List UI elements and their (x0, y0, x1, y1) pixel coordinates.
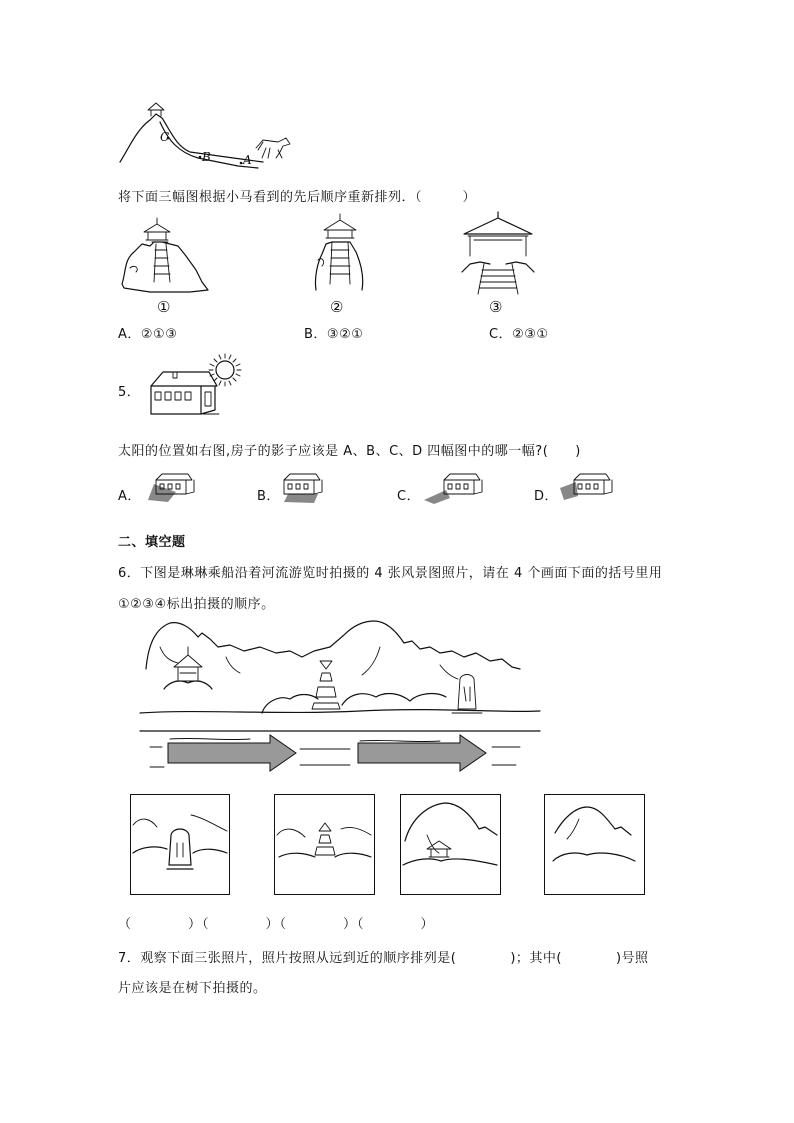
photo-box-1 (130, 794, 230, 895)
q7-line1: 7．观察下面三张照片，照片按照从远到近的顺序排列是( )；其中( )号照 (118, 951, 649, 966)
photo-1-drawing (131, 795, 229, 894)
house-shadow-b (278, 470, 330, 504)
path-label-a: A (243, 153, 253, 167)
photo-2-drawing (275, 795, 374, 894)
q7-line2: 片应该是在树下拍摄的。 (118, 981, 267, 996)
q6-answer-brackets[interactable]: （ ）（ ）（ ）（ ） (118, 917, 435, 932)
pavilion-picture-1 (120, 212, 210, 294)
q5-option-b[interactable]: B． (257, 489, 280, 504)
river-panorama-illustration (140, 617, 540, 777)
q4-option-b[interactable]: B．③②① (304, 327, 364, 342)
pavilion-picture-2 (310, 212, 370, 294)
photo-box-3 (400, 794, 501, 895)
q5-prompt: 太阳的位置如右图,房子的影子应该是 A、B、C、D 四幅图中的哪一幅?( ) (118, 444, 581, 459)
pavilion-picture-3 (460, 212, 536, 294)
picture-label-2: ② (330, 298, 344, 316)
path-label-c: C (160, 130, 170, 144)
house-shadow-a (146, 470, 198, 504)
q4-option-c[interactable]: C．②③① (489, 327, 549, 342)
house-with-sun-illustration (143, 350, 248, 420)
house-shadow-c (420, 470, 492, 504)
house-shadow-d (558, 470, 620, 504)
q5-option-d[interactable]: D． (534, 489, 559, 504)
photo-box-2 (274, 794, 375, 895)
path-label-b: B (202, 150, 212, 164)
photo-4-drawing (545, 795, 644, 894)
q5-option-c[interactable]: C． (397, 489, 421, 504)
picture-label-1: ① (157, 298, 171, 316)
q6-line2: ①②③④标出拍摄的顺序。 (118, 597, 275, 612)
photo-3-drawing (401, 795, 500, 894)
picture-label-3: ③ (489, 298, 503, 316)
q5-option-a[interactable]: A． (118, 489, 141, 504)
section-title-fill-in: 二、填空题 (118, 535, 186, 550)
q4-prompt: 将下面三幅图根据小马看到的先后顺序重新排列．（ ） (118, 190, 477, 205)
photo-box-4 (544, 794, 645, 895)
q6-line1: 6．下图是琳琳乘船沿着河流游览时拍摄的 4 张风景图照片，请在 4 个画面下面的括号里用 (118, 566, 663, 581)
q5-number: 5． (118, 385, 141, 400)
q4-option-a[interactable]: A．②①③ (118, 327, 178, 342)
